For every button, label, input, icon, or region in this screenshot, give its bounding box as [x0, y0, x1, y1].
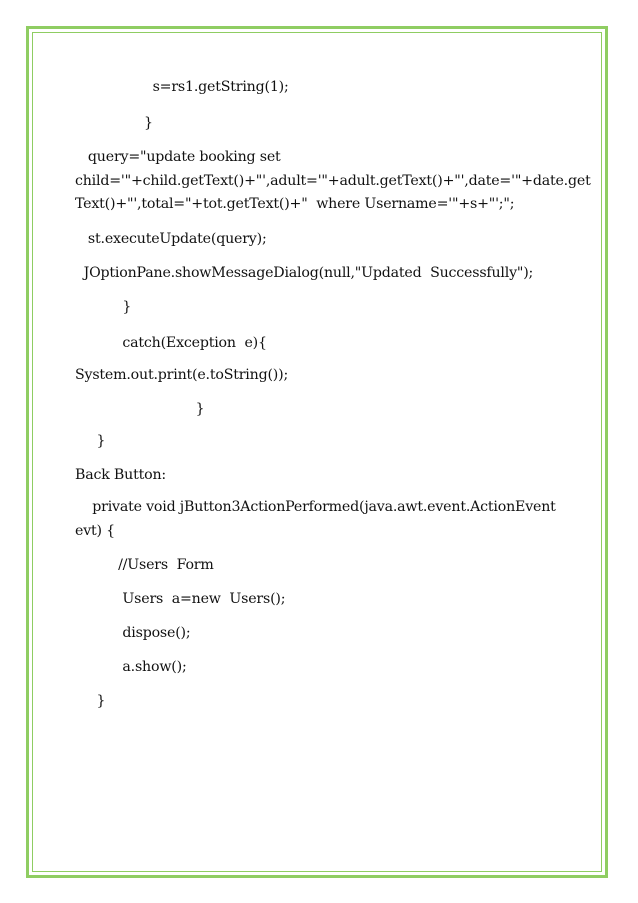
code-line: catch(Exception e){	[75, 335, 267, 351]
code-comment: //Users Form	[75, 557, 214, 573]
code-line: dispose();	[75, 625, 191, 641]
code-line: }	[75, 115, 153, 131]
code-line: evt) {	[75, 523, 115, 539]
section-label: Back Button:	[75, 467, 166, 483]
code-line: }	[75, 693, 106, 709]
code-line: }	[75, 401, 205, 417]
code-line: query="update booking set	[75, 149, 281, 165]
code-line: a.show();	[75, 659, 187, 675]
code-line: JOptionPane.showMessageDialog(null,"Updated Successfully");	[75, 265, 534, 281]
code-line: Text()+"',total="+tot.getText()+" where Username='"+s+"';";	[75, 196, 515, 212]
code-line: }	[75, 299, 132, 315]
code-line: private void jButton3ActionPerformed(java.awt.event.ActionEvent	[75, 499, 556, 515]
code-line: System.out.print(e.toString());	[75, 367, 289, 383]
code-line: st.executeUpdate(query);	[75, 231, 267, 247]
code-line: }	[75, 433, 106, 449]
code-line: s=rs1.getString(1);	[75, 79, 289, 95]
code-line: child='"+child.getText()+"',adult='"+adult.getText()+"',date='"+date.get	[75, 173, 591, 189]
code-line: Users a=new Users();	[75, 591, 286, 607]
